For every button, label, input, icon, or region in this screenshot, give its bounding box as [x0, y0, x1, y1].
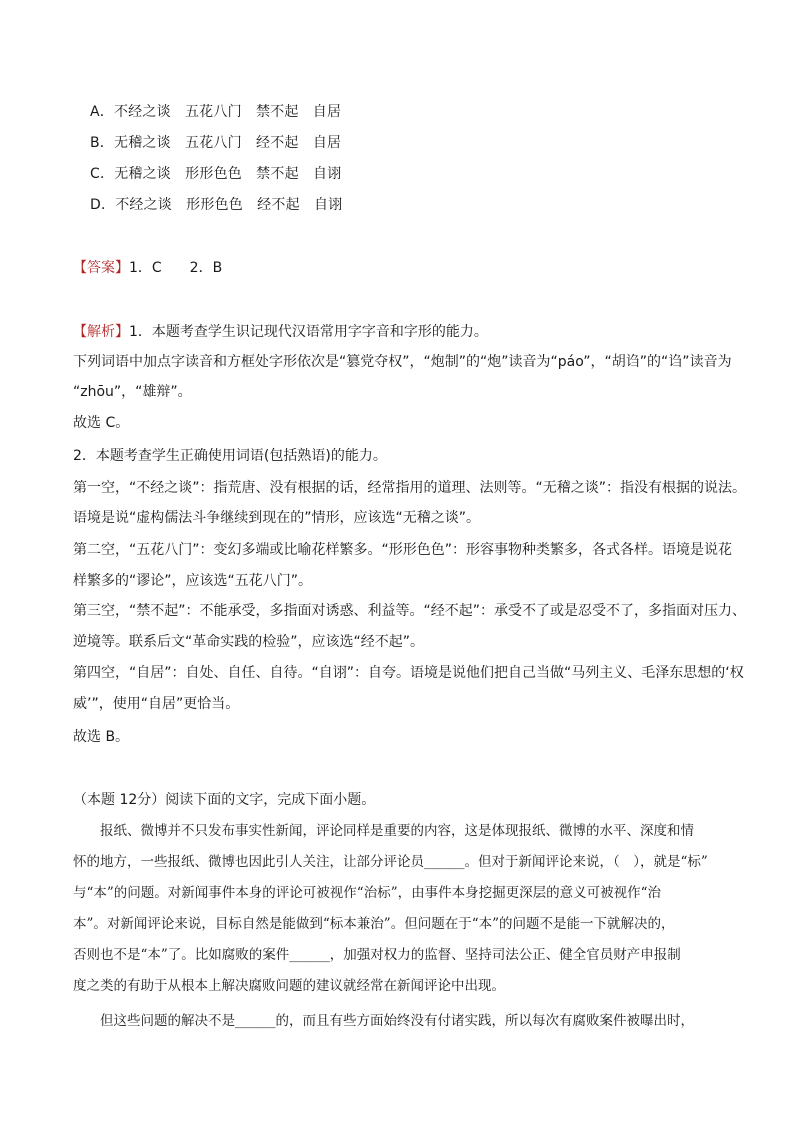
reading-line: 报纸、微博并不只发布事实性新闻，评论同样是重要的内容，这是体现报纸、微博的水平、深度和情 [73, 823, 694, 839]
reading-line: 怀的地方，一些报纸、微博也因此引人关注，让部分评论员______。但对于新闻评论来说，（ ），就是“标” [73, 854, 708, 870]
option-text: 不经之谈 形形色色 经不起 自诩 [115, 197, 343, 213]
analysis-line: 下列词语中加点字读音和方框处字形依次是“篡党夺权”，“炮制”的“炮”读音为“páo”，“胡诌”的“诌”读音为 [73, 354, 732, 370]
reading-line: 否则也不是“本”了。比如腐败的案件______，加强对权力的监督、坚持司法公正、健全官员财产申报制 [73, 947, 681, 963]
answer-line [73, 258, 222, 278]
analysis-line: “zhōu”，“雄辩”。 [73, 384, 192, 400]
option-label: D． [90, 197, 116, 213]
analysis-line: 语境是说“虚构儒法斗争继续到现在的”情形，应该选“无稽之谈”。 [73, 510, 481, 526]
analysis-line: 第四空，“自居”：自处、自任、自待。“自诩”：自夸。语境是说他们把自己当做“马列主义、毛泽东思想的‘权 [73, 665, 744, 681]
option-b [90, 133, 341, 153]
analysis-line: 第一空，“不经之谈”：指荒唐、没有根据的话，经常指用的道理、法则等。“无稽之谈”：指没有根据的说法。 [73, 480, 747, 496]
answer-tag: 【答案】 [73, 260, 129, 276]
option-label: A． [90, 104, 114, 120]
analysis-line: 逆境等。联系后文“革命实践的检验”，应该选“经不起”。 [73, 634, 425, 650]
option-text: 无稽之谈 形形色色 禁不起 自诩 [114, 166, 342, 182]
analysis-line: 第三空，“禁不起”：不能承受，多指面对诱惑、利益等。“经不起”：承受不了或是忍受不了，多指面对压力、 [73, 603, 747, 619]
answer-text: 1．C 2．B [129, 260, 223, 276]
analysis-text: 1．本题考查学生识记现代汉语常用字字音和字形的能力。 [129, 324, 488, 340]
option-d [90, 195, 342, 215]
analysis-line: 样繁多的“谬论”，应该选“五花八门”。 [73, 573, 313, 589]
option-text: 无稽之谈 五花八门 经不起 自居 [114, 135, 342, 151]
analysis-line [73, 322, 723, 342]
reading-line: 度之类的有助于从根本上解决腐败问题的建议就经常在新闻评论中出现。 [73, 978, 505, 994]
analysis-line: 威’”，使用“自居”更恰当。 [73, 696, 240, 712]
analysis-line: 第二空，“五花八门”：变幻多端或比喻花样繁多。“形形色色”：形容事物种类繁多，各式各样。语境是说花 [73, 542, 733, 558]
option-label: B． [90, 135, 115, 151]
analysis-line: 故选 C。 [73, 415, 130, 431]
analysis-line: 2．本题考查学生正确使用词语(包括熟语)的能力。 [73, 448, 387, 464]
analysis-line: 故选 B。 [73, 729, 130, 745]
reading-line: 本”。对新闻评论来说，目标自然是能做到“标本兼治”。但问题在于“本”的问题不是能一下就解决的， [73, 916, 675, 932]
reading-line: 与“本”的问题。对新闻事件本身的评论可被视作“治标”，由事件本身挖掘更深层的意义可被视作“治 [73, 885, 662, 901]
option-text: 不经之谈 五花八门 禁不起 自居 [113, 104, 342, 120]
analysis-tag: 【解析】 [73, 324, 129, 340]
option-a [90, 102, 341, 122]
reading-line: 但这些问题的解决不是______的，而且有些方面始终没有付诸实践，所以每次有腐败案件被曝出时， [73, 1013, 694, 1029]
option-c [90, 164, 341, 184]
option-label: C． [90, 166, 115, 182]
reading-intro: （本题 12分）阅读下面的文字，完成下面小题。 [73, 792, 376, 808]
